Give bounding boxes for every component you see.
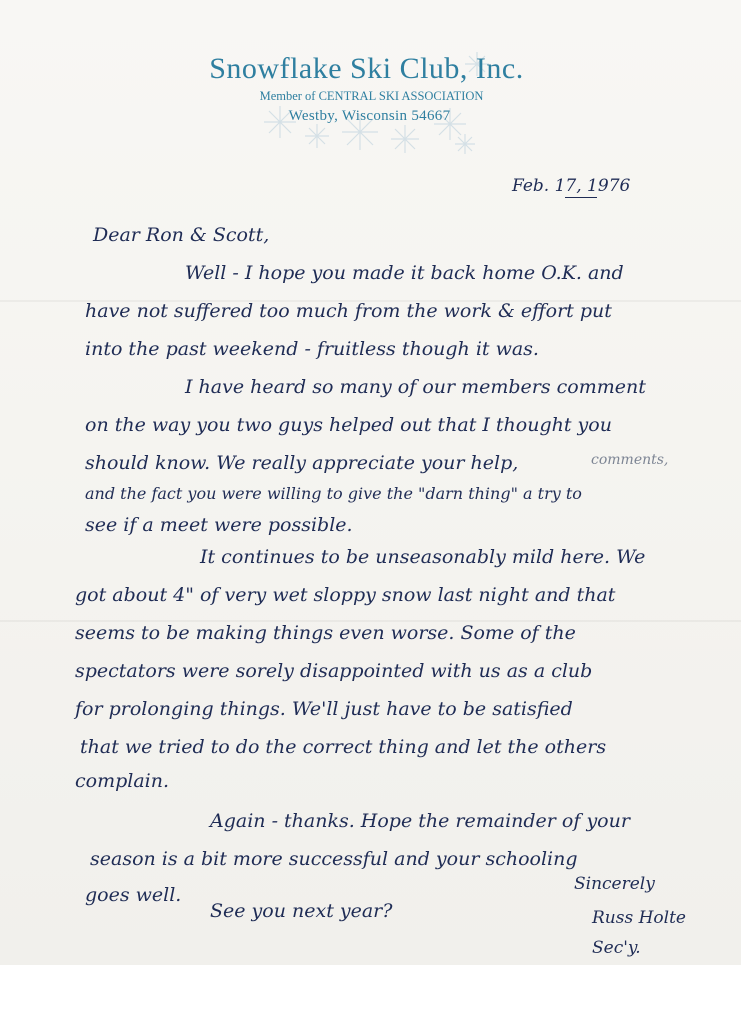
signer-title: Sec'y. bbox=[592, 938, 641, 958]
body-line: should know. We really appreciate your help, bbox=[85, 452, 519, 474]
body-line: I have heard so many of our members comment bbox=[185, 376, 646, 398]
organization-location: Westby, Wisconsin 54667 bbox=[288, 108, 451, 124]
body-line: season is a bit more successful and your schooling bbox=[90, 848, 578, 870]
organization-name: Snowflake Ski Club, Inc. bbox=[209, 52, 524, 85]
date-underline bbox=[565, 197, 597, 198]
body-line: see if a meet were possible. bbox=[85, 514, 353, 536]
closing-note: See you next year? bbox=[210, 900, 393, 922]
signature: Russ Holte bbox=[592, 908, 686, 928]
association-membership: Member of CENTRAL SKI ASSOCIATION bbox=[259, 89, 484, 103]
body-line: Well - I hope you made it back home O.K. and bbox=[185, 262, 624, 284]
body-line: on the way you two guys helped out that I thought you bbox=[85, 414, 612, 436]
body-line: got about 4" of very wet sloppy snow last night and that bbox=[75, 584, 616, 606]
body-line: for prolonging things. We'll just have to be satisfied bbox=[75, 698, 573, 720]
letter-date: Feb. 17, 1976 bbox=[512, 176, 631, 196]
signoff: Sincerely bbox=[574, 874, 655, 894]
body-line: Again - thanks. Hope the remainder of your bbox=[210, 810, 630, 832]
body-line: have not suffered too much from the work & effort put bbox=[85, 300, 612, 322]
insertion-comments: comments, bbox=[591, 452, 669, 468]
body-line: and the fact you were willing to give the "darn thing" a try to bbox=[85, 484, 582, 503]
body-line: seems to be making things even worse. Some of the bbox=[75, 622, 576, 644]
body-line: that we tried to do the correct thing and let the others bbox=[80, 736, 607, 758]
body-line: goes well. bbox=[85, 884, 182, 906]
body-line: It continues to be unseasonably mild here. We bbox=[200, 546, 646, 568]
letter-greeting: Dear Ron & Scott, bbox=[93, 224, 270, 246]
body-line: into the past weekend - fruitless though it was. bbox=[85, 338, 539, 360]
body-line: complain. bbox=[75, 770, 170, 792]
letterhead bbox=[0, 52, 741, 125]
body-line: spectators were sorely disappointed with us as a club bbox=[75, 660, 593, 682]
